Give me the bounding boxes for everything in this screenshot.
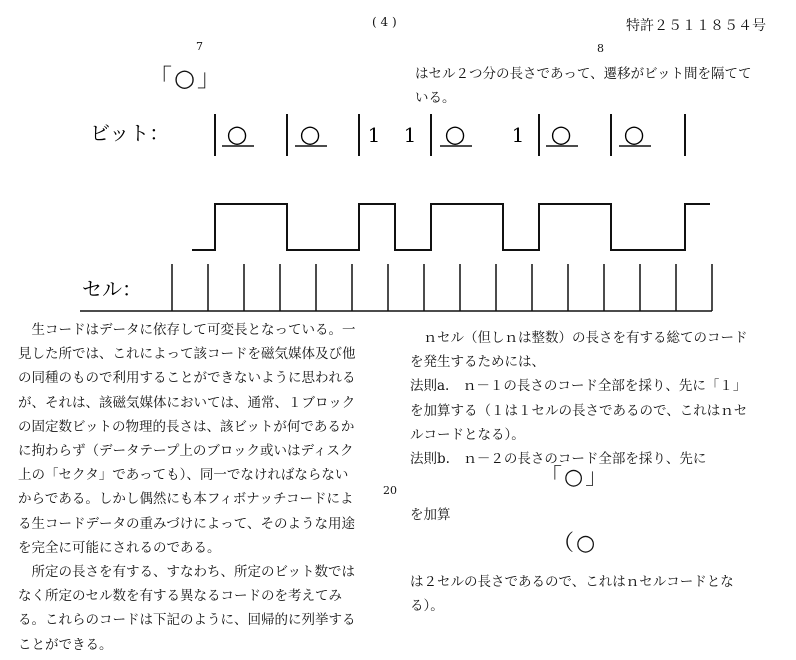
line-number-left: 7	[196, 40, 203, 53]
bit-5: 1	[511, 123, 525, 147]
text-line: が、それは、該磁気媒体においては、通常、１ブロック	[18, 394, 356, 411]
bit-6: ○	[550, 120, 572, 148]
text-line: ことができる。	[18, 636, 113, 653]
text-line: ルコードとなる）。	[410, 426, 525, 443]
bit-values	[227, 120, 645, 148]
text-line: る。これらのコードは下記のように、回帰的に列挙する	[18, 612, 356, 629]
left-column-body	[18, 318, 356, 657]
zero-symbol-bracket-mid: 「○」	[540, 465, 610, 490]
text-line: 上の「セクタ」であっても）、同一でなければならない	[18, 467, 349, 484]
text-line: を加算する（１は１セルの長さであるので、これはｎセ	[410, 402, 748, 419]
line-number-middle: 20	[383, 484, 397, 497]
bit-2: 1	[367, 123, 381, 147]
text-line: 法則a. ｎ－１の長さのコード全部を採り、先に「１」	[410, 378, 747, 395]
text-line: の同種のもので利用することができないように思われる	[18, 370, 356, 387]
text-line: からである。しかし偶然にも本フィボナッチコードによ	[18, 491, 354, 508]
bit-7: ○	[623, 120, 645, 148]
bit-3: 1	[403, 123, 417, 147]
text-line: ｎセル（但しｎは整数）の長さを有する総てのコード	[410, 330, 748, 346]
text-line: る生コードデータの重みづけによって、そのような用途	[18, 515, 355, 532]
page-number: ( 4 )	[372, 15, 397, 29]
text-line: はセル２つ分の長さであって、遷移がビット間を隔てて	[415, 66, 752, 82]
bit-cell-figure	[0, 100, 796, 320]
text-line: 所定の長さを有する、すなわち、所定のビット数では	[18, 564, 355, 581]
text-line: に拘わらず（データテープ上のブロック或いはディスク	[18, 443, 354, 460]
text-line: の固定数ビットの物理的長さは、該ビットが何であるか	[18, 418, 355, 435]
bit-0: ○	[226, 120, 248, 148]
text-line: 法則b. ｎ－２の長さのコード全部を採り、先に	[410, 451, 707, 468]
bit-1: ○	[299, 120, 321, 148]
patent-number: 特許２５１１８５４号	[626, 18, 766, 34]
text-line: を完全に可能にされるのである。	[18, 539, 221, 556]
text-line: いる。	[415, 90, 456, 106]
right-column-body-a	[410, 326, 748, 471]
right-column-body-b	[410, 570, 734, 618]
cell-row-label: セル：	[82, 277, 142, 301]
text-line: 見した所では、これによって該コードを磁気媒体及び他	[18, 346, 356, 363]
bit-row-label: ビット：	[90, 121, 170, 145]
line-number-right: 8	[597, 42, 604, 55]
text-line: なく所定のセル数を有する異なるコードのを考えてみ	[18, 588, 342, 605]
waveform-signal	[192, 204, 710, 250]
text-line: る）。	[410, 598, 444, 615]
text-line: は２セルの長さであるので、これはｎセルコードとな	[410, 574, 734, 590]
zero-symbol-paren: （○	[552, 531, 598, 556]
zero-symbol-bracket: 「○」	[148, 64, 223, 92]
text-line: を発生するためには、	[410, 354, 545, 371]
add-operation-text: を加算	[410, 507, 451, 523]
bit-4: ○	[444, 120, 466, 148]
cell-grid	[80, 264, 712, 311]
text-line: 生コードはデータに依存して可変長となっている。一	[18, 322, 356, 338]
